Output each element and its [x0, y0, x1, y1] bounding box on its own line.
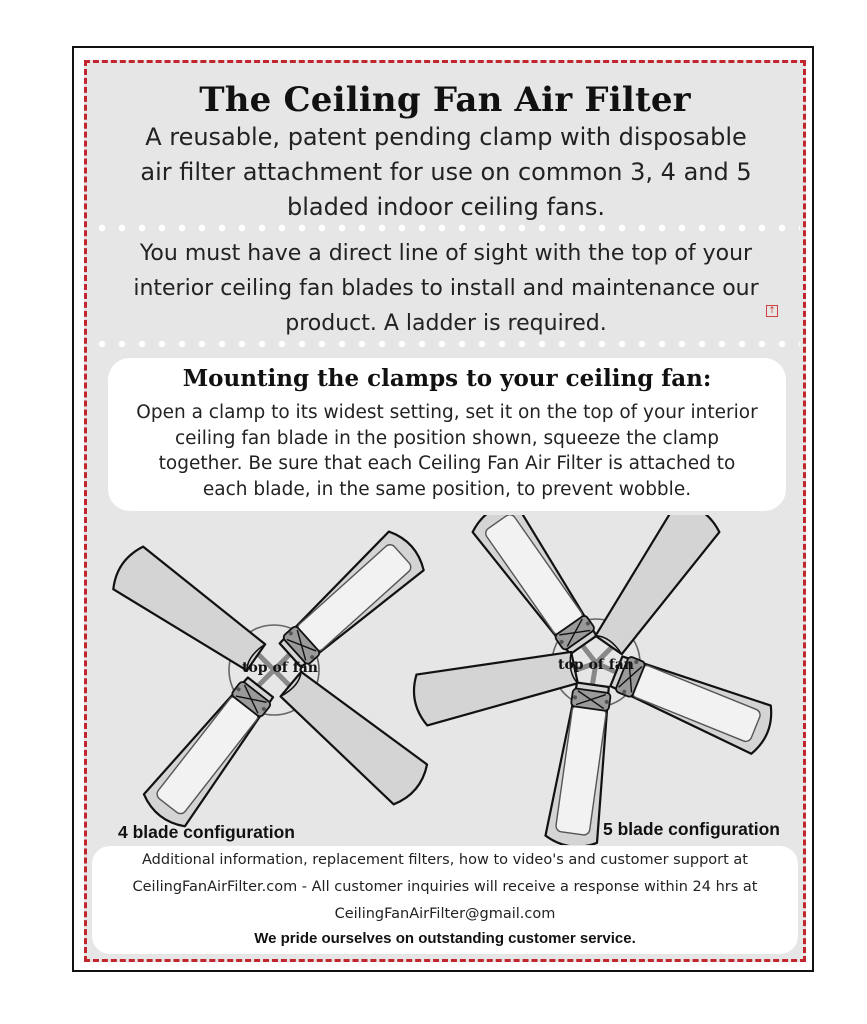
requirement-line: You must have a direct line of sight with the top of your	[139, 241, 753, 266]
intro-line: bladed indoor ceiling fans.	[287, 193, 605, 221]
four-blade-diagram	[108, 527, 433, 832]
requirement-line: product. A ladder is required.	[285, 311, 607, 336]
footer-line: CeilingFanAirFilter.com - All customer inquiries will receive a response within 24 hrs at	[132, 879, 758, 895]
intro-line: A reusable, patent pending clamp with disposable	[145, 123, 747, 151]
intro-paragraph	[104, 120, 788, 225]
page-title: The Ceiling Fan Air Filter	[199, 80, 691, 120]
hub-label: top of fan	[242, 660, 318, 676]
fan-blade-with-filter	[273, 527, 429, 675]
mounting-line: Open a clamp to its widest setting, set it on the top of your interior	[136, 402, 758, 423]
mounting-heading: Mounting the clamps to your ceiling fan:	[182, 365, 712, 392]
fan-blade	[274, 664, 432, 809]
fan-blade	[587, 515, 723, 660]
footer-line: Additional information, replacement filters, how to video's and customer support at	[142, 852, 748, 868]
footer-tagline: We pride ourselves on outstanding customer service.	[254, 930, 636, 947]
dotted-divider	[92, 340, 800, 348]
annotation-icon: ↑	[766, 305, 778, 317]
intro-line: air filter attachment for use on common 3, 4 and 5	[140, 158, 752, 186]
contact-email: CeilingFanAirFilter@gmail.com	[334, 906, 556, 922]
fan-blade	[108, 543, 271, 679]
fan-blade-with-filter	[469, 515, 605, 660]
fan-blade	[410, 642, 580, 727]
mounting-line: each blade, in the same position, to prevent wobble.	[202, 478, 692, 500]
dotted-divider	[92, 224, 800, 232]
requirement-paragraph	[104, 236, 788, 341]
hub-label: top of fan	[558, 657, 634, 673]
mounting-line: together. Be sure that each Ceiling Fan Air Filter is attached to	[158, 453, 736, 474]
four-blade-caption: 4 blade configuration	[118, 822, 295, 842]
five-blade-caption: 5 blade configuration	[603, 819, 780, 839]
mounting-line: ceiling fan blade in the position shown, squeeze the clamp	[175, 427, 719, 449]
five-blade-diagram	[410, 515, 778, 845]
requirement-line: interior ceiling fan blades to install and maintenance our	[133, 276, 759, 301]
fan-diagrams	[84, 515, 806, 845]
mounting-instructions	[112, 400, 782, 502]
fan-blade-with-filter	[140, 671, 281, 831]
